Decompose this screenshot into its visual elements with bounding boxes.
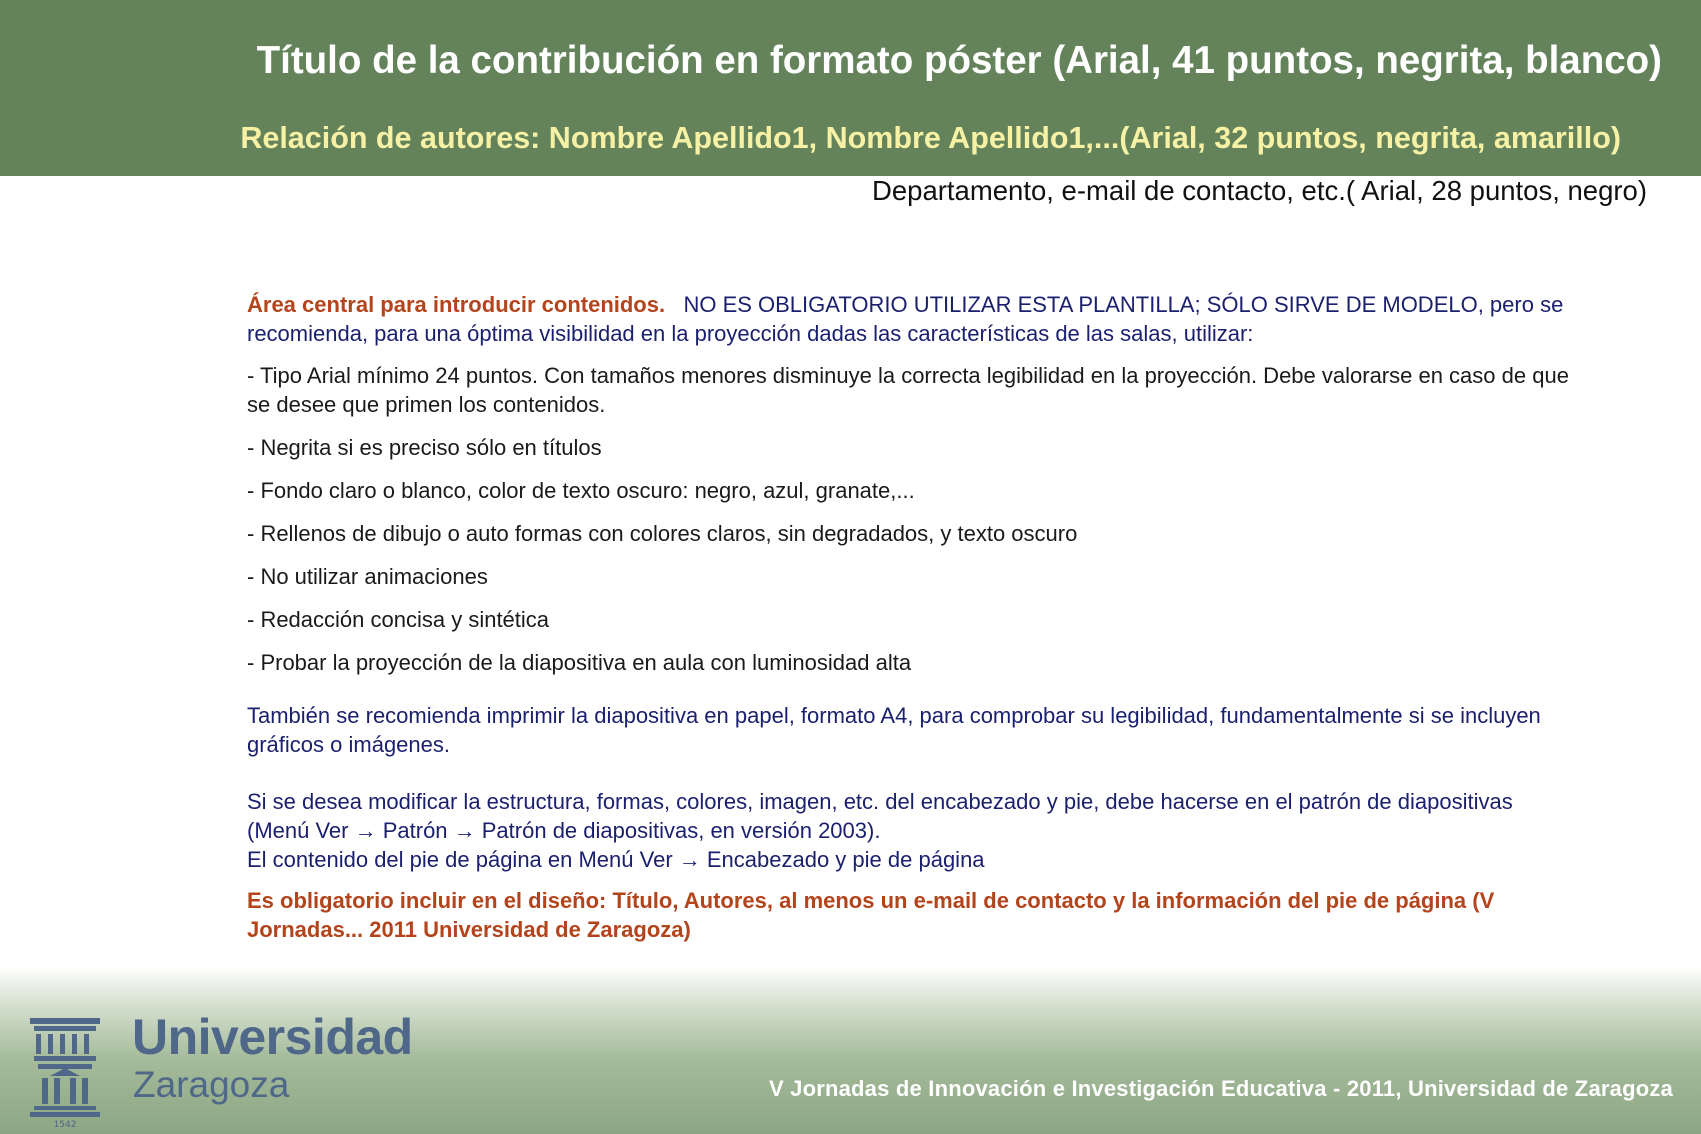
mandatory-note: Es obligatorio incluir en el diseño: Título, Autores, al menos un e-mail de contacto y la información del pie de página (V Jornadas... 2011 Universidad de Zaragoza) bbox=[247, 888, 1495, 942]
intro-heading: Área central para introducir contenidos. bbox=[247, 292, 666, 317]
affiliation-line: Departamento, e-mail de contacto, etc.( Arial, 28 puntos, negro) bbox=[872, 175, 1647, 206]
bullet-item: - Probar la proyección de la diapositiva en aula con luminosidad alta bbox=[247, 650, 912, 675]
intro-text: NO ES OBLIGATORIO UTILIZAR ESTA PLANTILLA; SÓLO SIRVE DE MODELO, pero se recomienda, para una óptima visibilidad en la proyección dadas las características de las salas, utilizar: bbox=[247, 292, 1564, 346]
content-area bbox=[247, 290, 1577, 944]
logo-zaragoza: Zaragoza bbox=[133, 1064, 290, 1105]
university-building-icon bbox=[30, 1018, 100, 1128]
bullet-item: - Negrita si es preciso sólo en títulos bbox=[247, 435, 602, 460]
poster-title: Título de la contribución en formato póster (Arial, 41 puntos, negrita, blanco) bbox=[256, 39, 1662, 82]
bullet-item: - Redacción concisa y sintética bbox=[247, 607, 550, 632]
authors-line: Relación de autores: Nombre Apellido1, Nombre Apellido1,...(Arial, 32 puntos, negrita, amarillo) bbox=[240, 121, 1621, 155]
intro-paragraph bbox=[247, 290, 1577, 348]
bullet-item: - No utilizar animaciones bbox=[247, 564, 488, 589]
bullet-item: - Tipo Arial mínimo 24 puntos. Con tamaños menores disminuye la correcta legibilidad en la proyección. Debe valorarse en caso de que se desee que primen los contenidos. bbox=[247, 363, 1569, 417]
footer-note: V Jornadas de Innovación e Investigación Educativa - 2011, Universidad de Zaragoza bbox=[768, 1076, 1673, 1101]
bullet-item: - Rellenos de dibujo o auto formas con colores claros, sin degradados, y texto oscuro bbox=[247, 521, 1078, 546]
print-note: También se recomienda imprimir la diapositiva en papel, formato A4, para comprobar su legibilidad, fundamentalmente si se incluyen gráficos o imágenes. bbox=[247, 703, 1541, 757]
bullet-item: - Fondo claro o blanco, color de texto oscuro: negro, azul, granate,... bbox=[247, 478, 915, 503]
logo-year: 1542 bbox=[53, 1120, 77, 1128]
logo-universidad: Universidad bbox=[132, 1009, 413, 1065]
modify-note: Si se desea modificar la estructura, formas, colores, imagen, etc. del encabezado y pie, debe hacerse en el patrón de diapositivas (Menú Ver → Patrón → Patrón de diapositivas, en versión 2003). bbox=[247, 789, 1513, 843]
footer-edit-note: El contenido del pie de página en Menú Ver → Encabezado y pie de página bbox=[247, 847, 985, 872]
